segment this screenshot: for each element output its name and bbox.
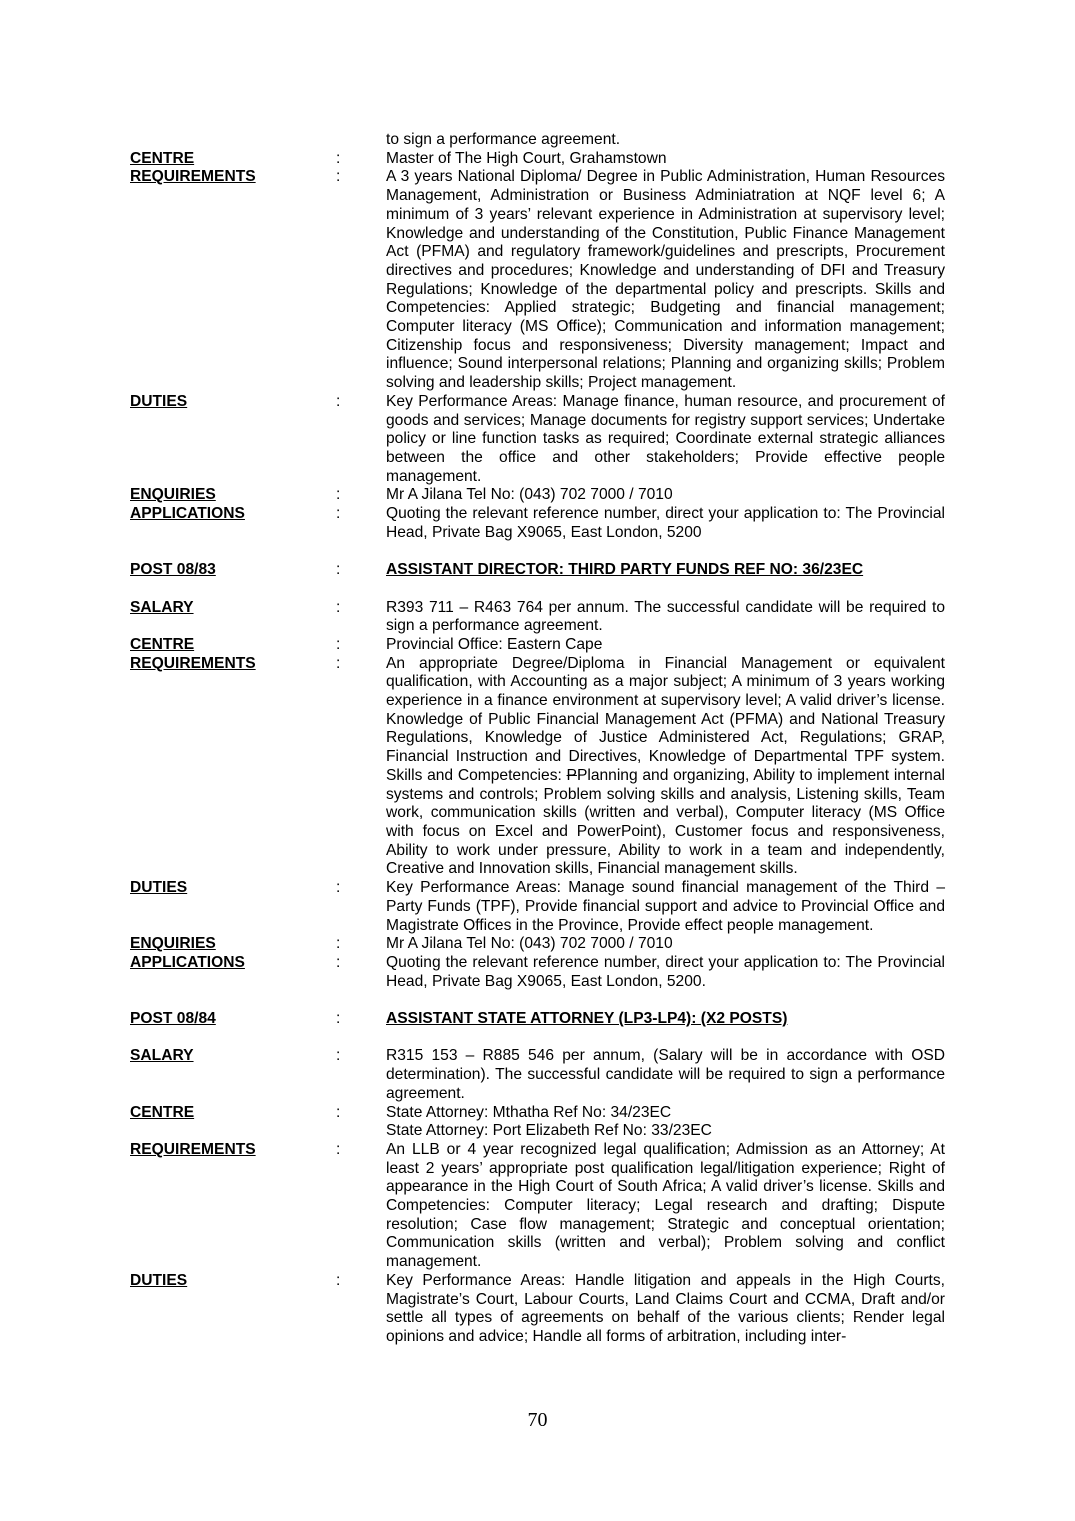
s1-duties-label: DUTIES xyxy=(130,392,188,410)
post-8384-salary-value: R315 153 – R885 546 per annum, (Salary will be in accordance with OSD determination). The successful candidate will be required to sign a performance agreement. xyxy=(386,1047,945,1102)
colon: : xyxy=(336,1047,341,1065)
s1-enquiries-label: ENQUIRIES xyxy=(130,486,216,504)
post-8383-requirements-label: REQUIREMENTS xyxy=(130,654,256,672)
s1-applications-value: Quoting the relevant reference number, direct your application to: The Provincial Head, Private Bag X9065, East London, 5200 xyxy=(386,505,945,541)
post-8383-centre-value: Provincial Office: Eastern Cape xyxy=(386,635,603,653)
post-8383-requirements-value: An appropriate Degree/Diploma in Financial Management or equivalent qualification, with Accounting as a major subject; A minimum of 3 years working experience in a finance environment at supervisory level; A valid driver’s license. Knowledge of Public Financial Management Act (PFMA) and National Treasury Regulations, Knowledge of Justice Administered Act, Regulations; GRAP, Financial Instruction and Directives, Knowledge of Departmental TPF system. Skills and Competencies: PPlanning and organizing, Ability to implement internal systems and controls; Problem solving skills and analysis, Listening skills, Team work, communication skills (written and verbal), Computer literacy (MS Office with focus on Excel and PowerPoint), Customer focus and responsiveness, Ability to work under pressure, Ability to work in a team and independently, Creative and Innovation skills, Financial management skills. xyxy=(386,654,945,878)
colon: : xyxy=(336,654,341,672)
post-8383-salary-label: SALARY xyxy=(130,598,194,616)
post-8384-centre-line1: State Attorney: Mthatha Ref No: 34/23EC xyxy=(386,1103,672,1121)
colon: : xyxy=(336,168,341,186)
s1-applications-label: APPLICATIONS xyxy=(130,505,245,523)
post-8383-salary-row xyxy=(130,599,945,636)
post-8384-label: POST 08/84 xyxy=(130,1010,216,1027)
post-8384-duties-row xyxy=(130,1272,945,1347)
post-8384-duties-value: Key Performance Areas: Handle litigation and appeals in the High Courts, Magistrate’s Court, Labour Courts, Land Claims Court and CCMA, Draft and/or settle all types of agreements on behalf of the various clients; Render legal opinions and advice; Handle all forms of arbitration, including inter- xyxy=(386,1271,945,1345)
s1-enquiries-row xyxy=(130,486,945,505)
post-8384-requirements-value: An LLB or 4 year recognized legal qualification; Admission as an Attorney; At least 2 years’ appropriate post qualification legal/litigation experience; Right of appearance in the High Court of South Africa; A valid driver’s license. Skills and Competencies: Computer literacy; Legal research and drafting; Dispute resolution; Case flow management; Strategic and conceptual orientation; Communication skills (written and verbal); Problem solving and conflict management. xyxy=(386,1140,945,1271)
s1-requirements-row xyxy=(130,168,945,392)
colon: : xyxy=(336,1103,341,1121)
post-8384-centre-line2: State Attorney: Port Elizabeth Ref No: 33/23EC xyxy=(386,1122,712,1140)
carryover-row xyxy=(130,131,945,150)
s1-enquiries-value: Mr A Jilana Tel No: (043) 702 7000 / 7010 xyxy=(386,486,673,504)
post-8384-duties-label: DUTIES xyxy=(130,1271,188,1289)
colon: : xyxy=(336,392,341,410)
colon: : xyxy=(336,635,341,653)
page-number: 70 xyxy=(527,1409,548,1431)
post-8383-enquiries-value: Mr A Jilana Tel No: (043) 702 7000 / 7010 xyxy=(386,935,673,953)
post-8383-duties-label: DUTIES xyxy=(130,879,188,897)
s1-centre-row xyxy=(130,150,945,169)
s1-duties-value: Key Performance Areas: Manage finance, human resource, and procurement of goods and services; Manage documents for registry support services; Undertake policy or line function tasks as required; Coordinate external strategic alliances between the office and other stakeholders; Provide effective people management. xyxy=(386,392,945,485)
s1-requirements-value: A 3 years National Diploma/ Degree in Public Administration, Human Resources Management, Administration or Business Adminiatration at NQF level 6; A minimum of 3 years’ relevant experience in Administration at supervisory level; Knowledge and understanding of the Constitution, Public Finance Management Act (PFMA) and regulatory framework/guidelines and prescripts, Procurement directives and procedures; Knowledge and understanding of DFI and Treasury Regulations; Knowledge of the departmental policy and prescripts. Skills and Competencies: Applied strategic; Budgeting and financial management; Computer literacy (MS Office); Communication and information management; Citizenship focus and responsiveness; Diversity management; Impact and influence; Sound interpersonal relations; Planning and organizing skills; Problem solving and leadership skills; Project management. xyxy=(386,168,945,392)
post-8384-salary-label: SALARY xyxy=(130,1047,194,1065)
post-8383-centre-row xyxy=(130,636,945,655)
colon: : xyxy=(336,953,341,971)
colon: : xyxy=(336,1140,341,1158)
page-content xyxy=(130,131,945,1347)
colon: : xyxy=(336,505,341,523)
post-8384-centre-label: CENTRE xyxy=(130,1103,195,1121)
colon: : xyxy=(336,1271,341,1289)
post-8383-applications-row xyxy=(130,954,945,991)
colon: : xyxy=(336,1010,341,1027)
colon: : xyxy=(336,486,341,504)
post-8383-header-row xyxy=(130,561,945,580)
post-8384-requirements-row xyxy=(130,1141,945,1272)
carryover-text: to sign a performance agreement. xyxy=(386,131,621,148)
s1-centre-label: CENTRE xyxy=(130,149,195,167)
post-8383-applications-label: APPLICATIONS xyxy=(130,953,245,971)
post-8383-salary-value: R393 711 – R463 764 per annum. The successful candidate will be required to sign a performance agreement. xyxy=(386,598,945,635)
post-8383-enquiries-label: ENQUIRIES xyxy=(130,935,216,953)
post-8384-title: ASSISTANT STATE ATTORNEY (LP3-LP4): (X2 POSTS) xyxy=(386,1010,788,1027)
post-8384-centre-row xyxy=(130,1104,945,1141)
s1-requirements-label: REQUIREMENTS xyxy=(130,168,256,186)
s1-centre-value: Master of The High Court, Grahamstown xyxy=(386,149,667,167)
post-8384-centre-value xyxy=(386,1104,945,1141)
post-8383-duties-value: Key Performance Areas: Manage sound financial management of the Third – Party Funds (TPF), Provide financial support and advice to Provincial Office and Magistrate Offices in the Province, Provide effect people management. xyxy=(386,879,945,934)
post-8384-header-row xyxy=(130,1010,945,1029)
colon: : xyxy=(336,598,341,616)
post-8383-duties-row xyxy=(130,879,945,935)
post-8383-title: ASSISTANT DIRECTOR: THIRD PARTY FUNDS REF NO: 36/23EC xyxy=(386,561,864,579)
post-8383-enquiries-row xyxy=(130,935,945,954)
colon: : xyxy=(336,561,341,579)
post-8383-applications-value: Quoting the relevant reference number, direct your application to: The Provincial Head, Private Bag X9065, East London, 5200. xyxy=(386,953,945,990)
post-8383-requirements-row xyxy=(130,655,945,879)
post-8383-centre-label: CENTRE xyxy=(130,635,195,653)
colon: : xyxy=(336,935,341,953)
colon: : xyxy=(336,149,341,167)
post-8383-label: POST 08/83 xyxy=(130,561,216,579)
post-8384-requirements-label: REQUIREMENTS xyxy=(130,1140,256,1158)
s1-applications-row xyxy=(130,505,945,542)
s1-duties-row xyxy=(130,393,945,487)
post-8384-salary-row xyxy=(130,1047,945,1103)
colon: : xyxy=(336,879,341,897)
